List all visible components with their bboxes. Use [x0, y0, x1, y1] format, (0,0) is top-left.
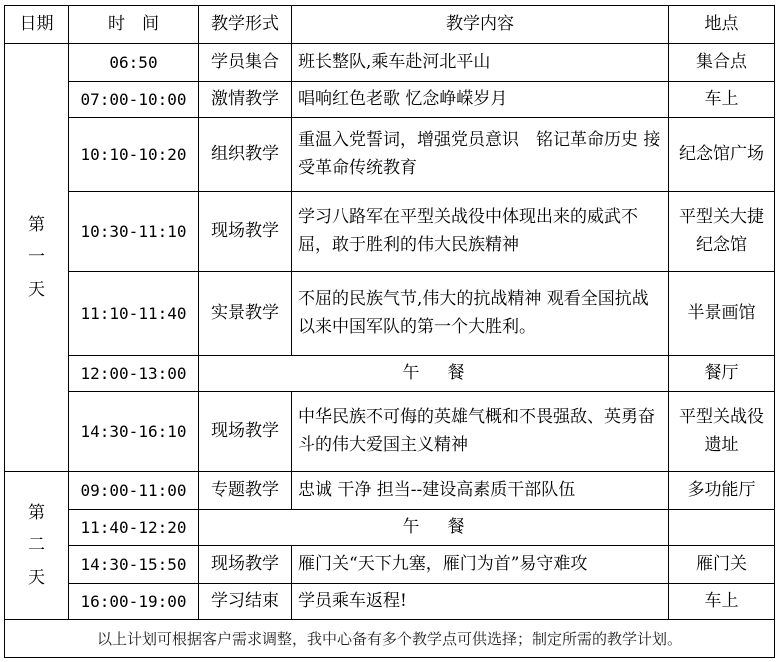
table-row [5, 392, 775, 472]
row-place: 车上 [669, 584, 775, 620]
row-place: 多功能厅 [669, 472, 775, 510]
lunch-label: 午餐 [199, 510, 669, 546]
header-row [5, 6, 775, 44]
table-row [5, 118, 775, 192]
row-form: 现场教学 [199, 546, 292, 584]
row-time: 06:50 [69, 44, 199, 82]
table-row [5, 44, 775, 82]
row-time: 14:30-16:10 [69, 392, 199, 472]
row-form: 激情教学 [199, 82, 292, 118]
row-content: 雁门关“天下九塞，雁门为首”易守难攻 [292, 546, 669, 584]
row-place: 集合点 [669, 44, 775, 82]
lunch-label: 午餐 [199, 356, 669, 392]
day-1-label: 第 一 天 [5, 44, 69, 472]
row-content: 班长整队,乘车赴河北平山 [292, 44, 669, 82]
header-content: 教学内容 [292, 6, 669, 44]
row-form: 专题教学 [199, 472, 292, 510]
table-row [5, 272, 775, 356]
header-form: 教学形式 [199, 6, 292, 44]
row-form: 学员集合 [199, 44, 292, 82]
row-place: 纪念馆广场 [669, 118, 775, 192]
row-time: 11:10-11:40 [69, 272, 199, 356]
row-time: 16:00-19:00 [69, 584, 199, 620]
row-content: 唱响红色老歌 忆念峥嵘岁月 [292, 82, 669, 118]
footer-row [5, 620, 775, 658]
table-row [5, 82, 775, 118]
row-place [669, 510, 775, 546]
row-place: 车上 [669, 82, 775, 118]
row-time: 10:30-11:10 [69, 192, 199, 272]
row-time: 11:40-12:20 [69, 510, 199, 546]
table-row [5, 546, 775, 584]
header-date: 日期 [5, 6, 69, 44]
table-row [5, 356, 775, 392]
row-time: 12:00-13:00 [69, 356, 199, 392]
row-content: 学员乘车返程! [292, 584, 669, 620]
row-content: 中华民族不可侮的英雄气概和不畏强敌、英勇奋斗的伟大爱国主义精神 [292, 392, 669, 472]
row-content: 重温入党誓词，增强党员意识 铭记革命历史 接受革命传统教育 [292, 118, 669, 192]
schedule-table [4, 5, 775, 658]
row-content: 忠诚 干净 担当--建设高素质干部队伍 [292, 472, 669, 510]
row-place: 平型关战役遗址 [669, 392, 775, 472]
table-row [5, 192, 775, 272]
row-time: 14:30-15:50 [69, 546, 199, 584]
row-content: 学习八路军在平型关战役中体现出来的威武不屈，敢于胜利的伟大民族精神 [292, 192, 669, 272]
row-time: 09:00-11:00 [69, 472, 199, 510]
day-2-label: 第 二 天 [5, 472, 69, 620]
header-time: 时 间 [69, 6, 199, 44]
row-place: 平型关大捷纪念馆 [669, 192, 775, 272]
row-form: 现场教学 [199, 192, 292, 272]
row-form: 实景教学 [199, 272, 292, 356]
row-place: 餐厅 [669, 356, 775, 392]
row-place: 雁门关 [669, 546, 775, 584]
row-time: 07:00-10:00 [69, 82, 199, 118]
row-place: 半景画馆 [669, 272, 775, 356]
footer-note: 以上计划可根据客户需求调整，我中心备有多个教学点可供选择；制定所需的教学计划。 [5, 620, 775, 658]
row-form: 现场教学 [199, 392, 292, 472]
row-time: 10:10-10:20 [69, 118, 199, 192]
table-row [5, 510, 775, 546]
table-row [5, 472, 775, 510]
schedule-document [4, 5, 775, 658]
header-place: 地点 [669, 6, 775, 44]
row-form: 学习结束 [199, 584, 292, 620]
row-form: 组织教学 [199, 118, 292, 192]
table-row [5, 584, 775, 620]
row-content: 不屈的民族气节,伟大的抗战精神 观看全国抗战以来中国军队的第一个大胜利。 [292, 272, 669, 356]
